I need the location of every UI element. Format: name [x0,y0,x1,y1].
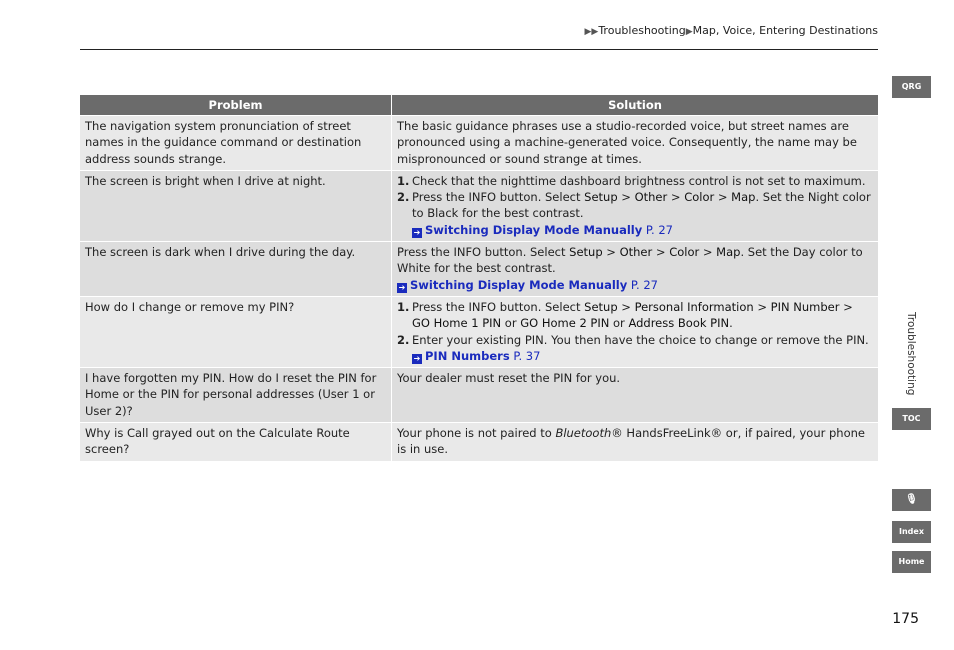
breadcrumb-section[interactable]: Troubleshooting [598,24,686,37]
home-button[interactable]: Home [892,551,931,573]
solution-cell: Your dealer must reset the PIN for you. [392,368,878,422]
menu-address-book-pin: Address Book PIN [628,316,730,331]
menu-separator: > [617,299,635,314]
menu-pin-number: PIN Number [770,299,840,314]
menu-setup: Setup [569,245,603,260]
step-end: . [729,316,733,331]
solution-step [397,299,873,332]
menu-map: Map [731,190,756,205]
link-page[interactable]: P. 27 [630,277,658,292]
cross-reference[interactable] [397,348,873,364]
bluetooth-term: Bluetooth [555,426,612,441]
table-row [80,116,878,170]
link-switching-display-mode[interactable]: Switching Display Mode Manually [425,222,643,237]
breadcrumb-separator-icon: ▶ [685,27,693,37]
step-text-part: . Set the Night color to Black for the best contrast. [412,190,871,221]
link-page[interactable]: P. 37 [513,348,541,363]
solution-text-part: ® HandsFreeLink® or, if paired, your phone is in use. [397,426,865,457]
problem-cell: How do I change or remove my PIN? [80,297,391,367]
voice-command-button[interactable] [892,489,931,511]
menu-separator: > [617,190,635,205]
breadcrumb-arrows-icon: ▶▶ [584,27,599,37]
step-text [412,189,873,222]
step-text [412,299,873,332]
toc-button[interactable]: TOC [892,408,931,430]
reference-arrow-icon: ➔ [413,353,421,363]
menu-separator: > [699,245,717,260]
menu-separator: > [652,245,670,260]
menu-go-home-2-pin: GO Home 2 PIN [520,316,610,331]
problem-cell: I have forgotten my PIN. How do I reset the PIN for Home or the PIN for personal addresses (User 1 or User 2)? [80,368,391,422]
menu-setup: Setup [584,299,618,314]
header-rule [80,49,878,50]
table-row [80,423,878,461]
solution-cell: The basic guidance phrases use a studio-recorded voice, but street names are pronounced using a machine-generated voice. Consequently, the name may be mispronounced or sound strange at times. [392,116,878,170]
menu-separator: > [839,299,853,314]
reference-arrow-icon: ➔ [398,282,406,292]
solution-cell [392,423,878,461]
solution-step [397,332,873,348]
qrg-button[interactable]: QRG [892,76,931,98]
step-number: 1. [397,173,410,188]
section-side-label: Troubleshooting [905,312,917,396]
solution-cell [392,242,878,296]
table-row [80,242,878,296]
problem-cell: The navigation system pronunciation of street names in the guidance command or destination address sounds strange. [80,116,391,170]
step-number: 1. [397,299,410,314]
solution-step [397,189,873,222]
link-page[interactable]: P. 27 [645,222,673,237]
table-row [80,368,878,422]
voice-command-icon: 🎙 [905,494,918,505]
cross-reference[interactable] [397,222,873,238]
step-text: Check that the nighttime dashboard brightness control is not set to maximum. [412,173,866,188]
step-text: Enter your existing PIN. You then have the choice to change or remove the PIN. [412,332,869,347]
header-problem: Problem [80,95,391,115]
menu-separator: > [602,245,620,260]
step-number: 2. [397,332,410,347]
header-solution: Solution [392,95,878,115]
problem-cell: The screen is bright when I drive at night. [80,171,391,241]
menu-setup: Setup [584,190,618,205]
menu-color: Color [669,245,700,260]
menu-other: Other [634,190,668,205]
solution-cell [392,297,878,367]
or-text: or [609,316,629,331]
problem-cell: Why is Call grayed out on the Calculate Route screen? [80,423,391,461]
step-number: 2. [397,190,410,205]
index-button[interactable]: Index [892,521,931,543]
table-row [80,297,878,367]
menu-personal-information: Personal Information [634,299,754,314]
menu-separator: > [753,299,771,314]
step-text-part: Press the INFO button. Select [412,190,585,205]
solution-text-part: Your phone is not paired to [397,426,556,441]
breadcrumb [584,24,878,37]
solution-text-part: . Set the Day color to White for the best contrast. [397,245,863,276]
solution-cell [392,171,878,241]
menu-other: Other [619,245,653,260]
solution-text-part: Press the INFO button. Select [397,245,570,260]
table-header-row [80,95,878,115]
step-text-part: Press the INFO button. Select [412,299,585,314]
troubleshooting-table [80,95,878,461]
solution-text [397,244,873,277]
page-number: 175 [892,611,919,627]
menu-separator: > [667,190,685,205]
or-text: or [501,316,521,331]
link-switching-display-mode[interactable]: Switching Display Mode Manually [410,277,628,292]
problem-cell: The screen is dark when I drive during the day. [80,242,391,296]
table-row [80,171,878,241]
menu-separator: > [714,190,732,205]
solution-step [397,173,873,189]
menu-map: Map [716,245,741,260]
menu-go-home-1-pin: GO Home 1 PIN [412,316,502,331]
breadcrumb-topic: Map, Voice, Entering Destinations [692,24,878,37]
link-pin-numbers[interactable]: PIN Numbers [425,348,510,363]
reference-arrow-icon: ➔ [413,227,421,237]
menu-color: Color [684,190,715,205]
cross-reference[interactable] [397,277,873,293]
